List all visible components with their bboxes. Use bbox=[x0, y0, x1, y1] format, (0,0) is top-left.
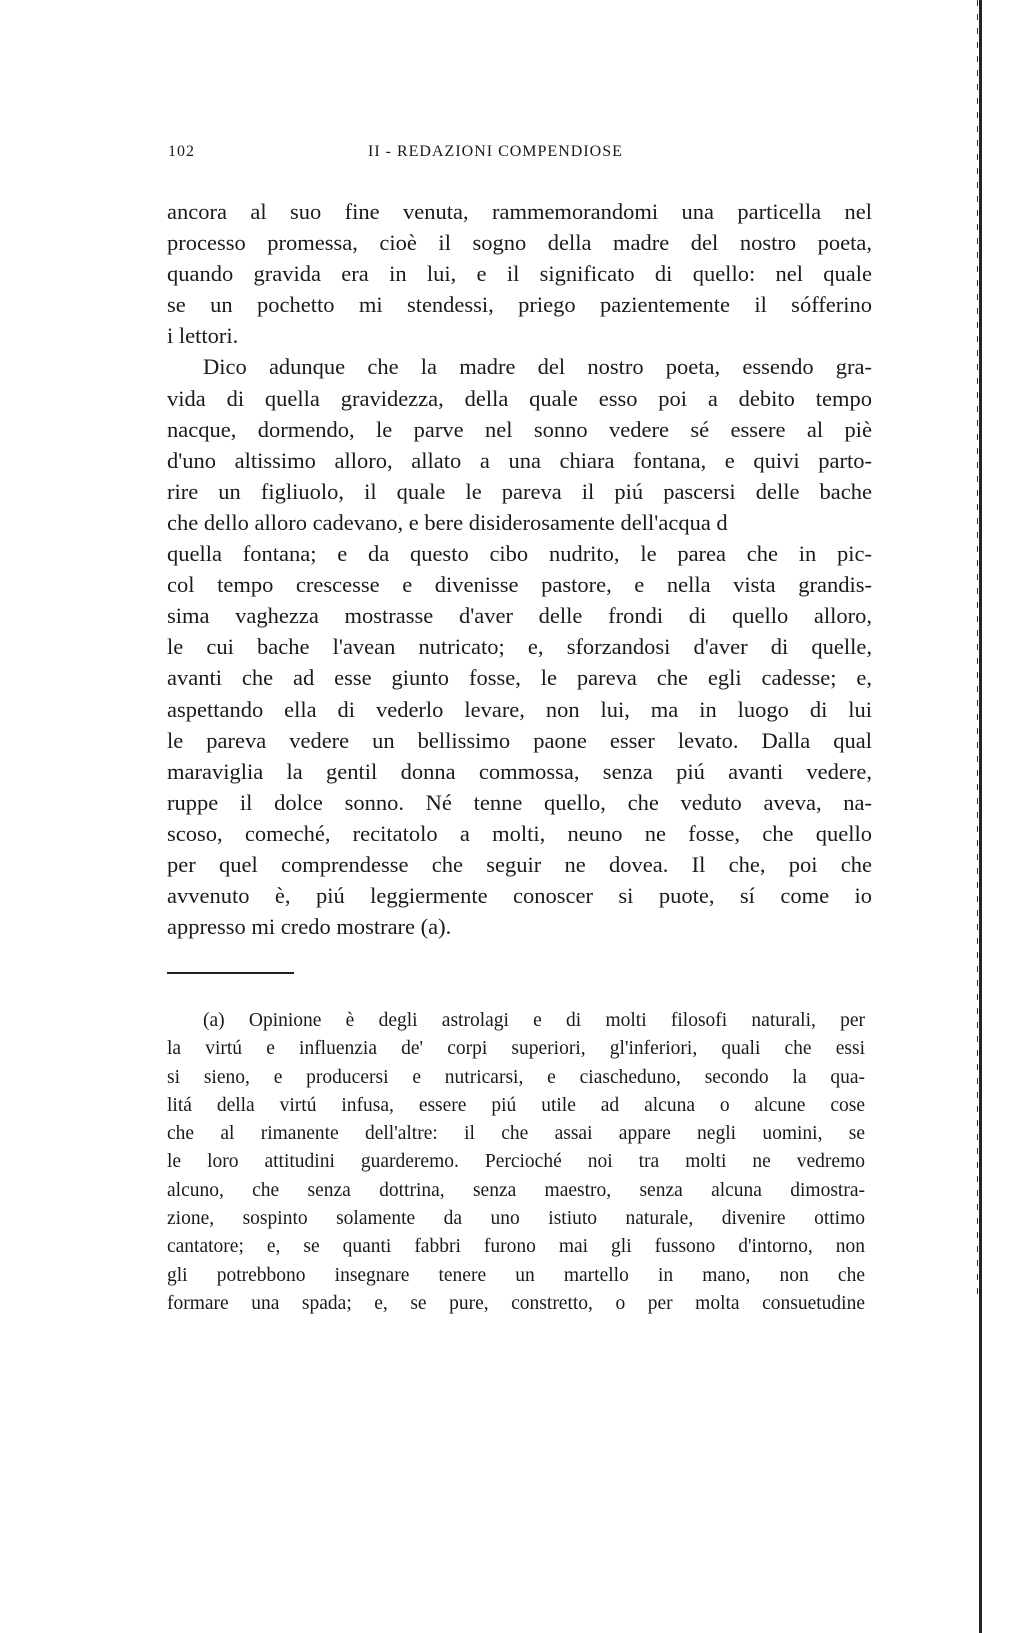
text-line: le pareva vedere un bellissimo paone esser levato. Dalla qual bbox=[167, 727, 872, 753]
text-line: d'uno altissimo alloro, allato a una chiara fontana, e quivi parto- bbox=[167, 447, 872, 473]
text-line: i lettori. bbox=[167, 323, 239, 349]
footnote-line: (a) Opinione è degli astrolagi e di molti filosofi naturali, per bbox=[203, 1010, 865, 1031]
footnote-line: formare una spada; e, se pure, constretto, o per molta consuetudine bbox=[167, 1292, 865, 1314]
footnote-text bbox=[167, 1007, 865, 1318]
text-line: avvenuto è, piú leggiermente conoscer si puote, sí come io bbox=[167, 883, 872, 909]
text-line: che dello alloro cadevano, e bere disiderosamente dell'acqua d bbox=[167, 509, 728, 535]
footnote-line: alcuno, che senza dottrina, senza maestro, senza alcuna dimostra- bbox=[167, 1179, 865, 1201]
main-text bbox=[167, 196, 872, 942]
text-line: appresso mi credo mostrare (a). bbox=[167, 914, 452, 940]
footnote-line: gli potrebbono insegnare tenere un martello in mano, non che bbox=[167, 1264, 865, 1286]
text-line: Dico adunque che la madre del nostro poeta, essendo gra- bbox=[203, 354, 872, 380]
text-line: avanti che ad esse giunto fosse, le pareva che egli cadesse; e, bbox=[167, 665, 872, 691]
text-line: sima vaghezza mostrasse d'aver delle frondi di quello alloro, bbox=[167, 603, 872, 629]
footnote-line: cantatore; e, se quanti fabbri furono mai gli fussono d'intorno, non bbox=[167, 1236, 865, 1258]
text-line: col tempo crescesse e divenisse pastore, e nella vista grandis- bbox=[167, 572, 872, 598]
text-line: quando gravida era in lui, e il significato di quello: nel quale bbox=[167, 261, 872, 287]
text-line: maraviglia la gentil donna commossa, senza piú avanti vedere, bbox=[167, 758, 872, 784]
scan-page-edge bbox=[979, 0, 982, 1633]
text-line: ancora al suo fine venuta, rammemorandomi una particella nel bbox=[167, 199, 872, 224]
text-line: scoso, comeché, recitatolo a molti, neuno ne fosse, che quello bbox=[167, 820, 872, 846]
running-title: II - REDAZIONI COMPENDIOSE bbox=[368, 143, 623, 160]
text-line: ruppe il dolce sonno. Né tenne quello, che veduto aveva, na- bbox=[167, 789, 872, 815]
text-line: se un pochetto mi stendessi, priego pazientemente il sófferino bbox=[167, 292, 872, 318]
page-header bbox=[168, 143, 872, 167]
text-line: quella fontana; e da questo cibo nudrito, le parea che in pic- bbox=[167, 541, 872, 567]
page-number: 102 bbox=[168, 143, 195, 160]
text-line: vida di quella gravidezza, della quale esso poi a debito tempo bbox=[167, 385, 872, 411]
footnote-line: zione, sospinto solamente da uno istiuto naturale, divenire ottimo bbox=[167, 1208, 865, 1230]
footnote-line: che al rimanente dell'altre: il che assai appare negli uomini, se bbox=[167, 1123, 865, 1145]
footnote-separator bbox=[167, 972, 294, 974]
text-line: processo promessa, cioè il sogno della madre del nostro poeta, bbox=[167, 230, 872, 256]
footnote-line: litá della virtú infusa, essere piú utile ad alcuna o alcune cose bbox=[167, 1094, 865, 1116]
text-line: per quel comprendesse che seguir ne dovea. Il che, poi che bbox=[167, 851, 872, 877]
scan-page-edge-shadow bbox=[977, 0, 978, 1300]
footnote-line: si sieno, e producersi e nutricarsi, e ciascheduno, secondo la qua- bbox=[167, 1066, 865, 1088]
text-line: rire un figliuolo, il quale le pareva il piú pascersi delle bache bbox=[167, 478, 872, 504]
text-line: le cui bache l'avean nutricato; e, sforzandosi d'aver di quelle, bbox=[167, 634, 872, 660]
text-line: aspettando ella di vederlo levare, non lui, ma in luogo di lui bbox=[167, 696, 872, 722]
text-line: nacque, dormendo, le parve nel sonno vedere sé essere al piè bbox=[167, 416, 872, 442]
footnote-line: la virtú e influenzia de' corpi superiori, gl'inferiori, quali che essi bbox=[167, 1038, 865, 1060]
footnote-line: le loro attitudini guarderemo. Percioché noi tra molti ne vedremo bbox=[167, 1151, 865, 1173]
